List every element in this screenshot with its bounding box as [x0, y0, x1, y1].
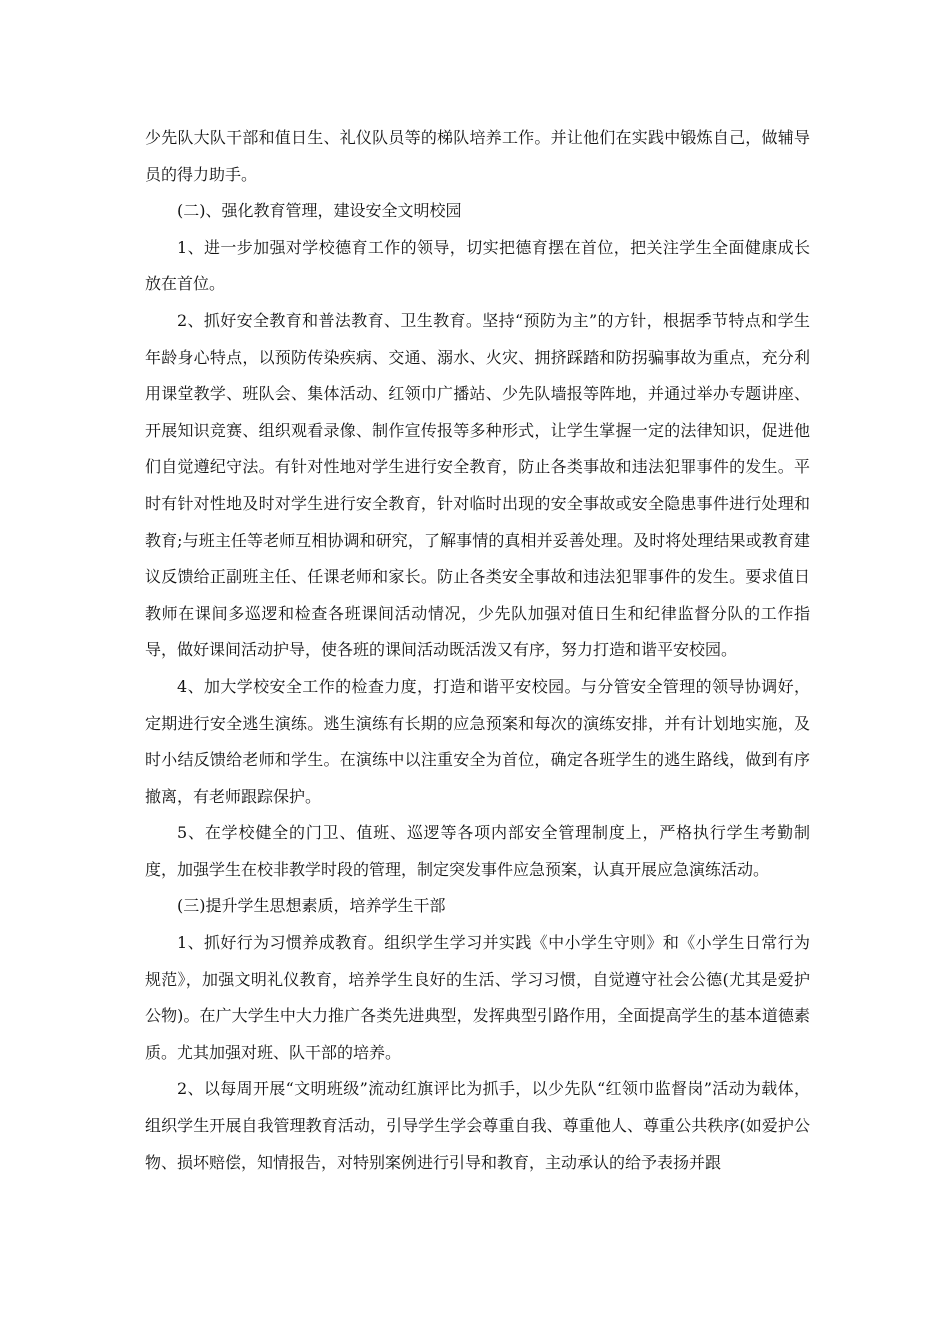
paragraph-item-4: 4、加大学校安全工作的检查力度，打造和谐平安校园。与分管安全管理的领导协调好，定期进行安全逃生演练。逃生演练有长期的应急预案和每次的演练安排，并有计划地实施，及时小结反馈给老师和学生。在演练中以注重安全为首位，确定各班学生的逃生路线，做到有序撤离，有老师跟踪保护。 — [145, 676, 810, 806]
section-heading-2: (二)、强化教育管理，建设安全文明校园 — [177, 201, 462, 221]
paragraph-item-2: 2、抓好安全教育和普法教育、卫生教育。坚持“预防为主”的方针，根据季节特点和学生年龄身心特点，以预防传染疾病、交通、溺水、火灾、拥挤踩踏和防拐骗事故为重点，充分利用课堂教学、班队会、集体活动、红领巾广播站、少先队墙报等阵地，并通过举办专题讲座、开展知识竞赛、组织观看录像、制作宣传报等多种形式，让学生掌握一定的法律知识，促进他们自觉遵纪守法。有针对性地对学生进行安全教育，防止各类事故和违法犯罪事件的发生。平时有针对性地及时对学生进行安全教育，针对临时出现的安全事故或安全隐患事件进行处理和教育;与班主任等老师互相协调和研究，了解事情的真相并妥善处理。及时将处理结果或教育建议反馈给正副班主任、任课老师和家长。防止各类安全事故和违法犯罪事件的发生。要求值日教师在课间多巡逻和检查各班课间活动情况，少先队加强对值日生和纪律监督分队的工作指导，做好课间活动护导，使各班的课间活动既活泼又有序，努力打造和谐平安校园。 — [145, 310, 810, 660]
paragraph-continuation: 少先队大队干部和值日生、礼仪队员等的梯队培养工作。并让他们在实践中锻炼自己，做辅导员的得力助手。 — [145, 128, 810, 184]
section-heading-3: (三)提升学生思想素质，培养学生干部 — [177, 896, 446, 916]
paragraph-item-1: 1、进一步加强对学校德育工作的领导，切实把德育摆在首位，把关注学生全面健康成长放在首位。 — [145, 237, 810, 294]
document-body — [145, 120, 810, 1181]
paragraph-item-1b: 1、抓好行为习惯养成教育。组织学生学习并实践《中小学生守则》和《小学生日常行为规范》，加强文明礼仪教育，培养学生良好的生活、学习习惯，自觉遵守社会公德(尤其是爱护公物)。在广大学生中大力推广各类先进典型，发挥典型引路作用，全面提高学生的基本道德素质。尤其加强对班、队干部的培养。 — [145, 933, 810, 1062]
paragraph-item-2b: 2、以每周开展“文明班级”流动红旗评比为抓手，以少先队“红领巾监督岗”活动为载体，组织学生开展自我管理教育活动，引导学生学会尊重自我、尊重他人、尊重公共秩序(如爱护公物、损坏赔偿，知情报告，对特别案例进行引导和教育，主动承认的给予表扬并跟 — [145, 1079, 810, 1172]
paragraph-item-5: 5、在学校健全的门卫、值班、巡逻等各项内部安全管理制度上，严格执行学生考勤制度，加强学生在校非教学时段的管理，制定突发事件应急预案，认真开展应急演练活动。 — [145, 823, 810, 879]
